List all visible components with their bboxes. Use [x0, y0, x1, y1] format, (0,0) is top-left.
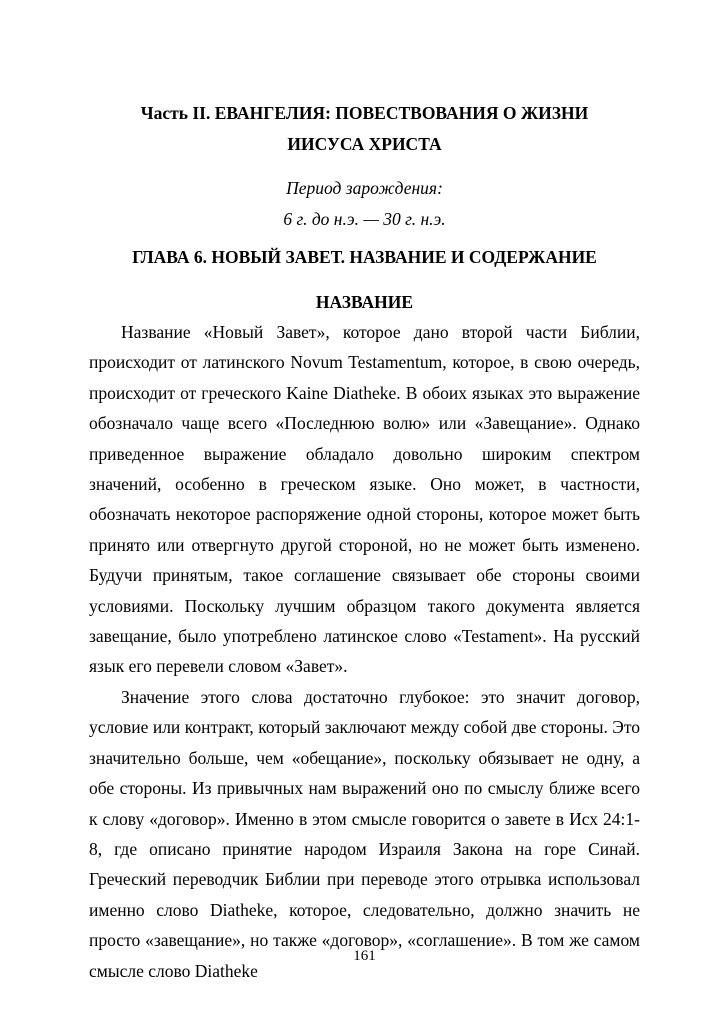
section-title: НАЗВАНИЕ: [315, 292, 414, 312]
period-label: Период зарождения:: [286, 178, 443, 198]
part-title: [89, 98, 640, 160]
paragraph: Значение этого слова достаточно глубокое: это значит договор, условие или контракт, который заключают между собой две стороны. Это значительно больше, чем «обещание», поскольку обязывает не одну, а обе стороны. Из привычных нам выражений оно по смыслу ближе всего к слову «договор». Именно в этом смысле говорится о завете в Исх 24:1-8, где описано принятие народом Израиля Закона на горе Синай. Греческий переводчик Библии при переводе этого отрывка использовал именно слово Diatheke, которое, следовательно, должно значить не просто «завещание», но также «договор», «соглашение». В том же самом смысле слово Diatheke: [89, 686, 640, 981]
body-text: [89, 317, 640, 986]
part-title-line-2: ИИСУСА ХРИСТА: [287, 134, 442, 154]
page-number: 161: [353, 948, 376, 964]
document-page: [89, 0, 640, 1024]
chapter-title: ГЛАВА 6. НОВЫЙ ЗАВЕТ. НАЗВАНИЕ И СОДЕРЖАНИЕ: [132, 247, 597, 267]
period-block: [89, 173, 640, 235]
period-range: 6 г. до н.э. — 30 г. н.э.: [283, 209, 446, 229]
paragraph: Название «Новый Завет», которое дано второй части Библии, происходит от латинского Novum Testamentum, которое, в свою очередь, происходит от греческого Kaine Diatheke. В обоих языках это выражение обозначало чаще всего «Последнюю волю» или «Завещание». Однако приведенное выражение обладало довольно широким спектром значений, особенно в греческом языке. Оно может, в частности, обозначать некоторое распоряжение одной стороны, которое может быть принято или отвергнуто другой стороной, но не может быть изменено. Будучи принятым, такое соглашение связывает обе стороны своими условиями. Поскольку лучшим образцом такого документа является завещание, было употреблено латинское слово «Testament». На русский язык его перевели словом «Завет».: [89, 322, 640, 677]
part-title-line-1: Часть II. ЕВАНГЕЛИЯ: ПОВЕСТВОВАНИЯ О ЖИЗНИ: [140, 103, 589, 123]
